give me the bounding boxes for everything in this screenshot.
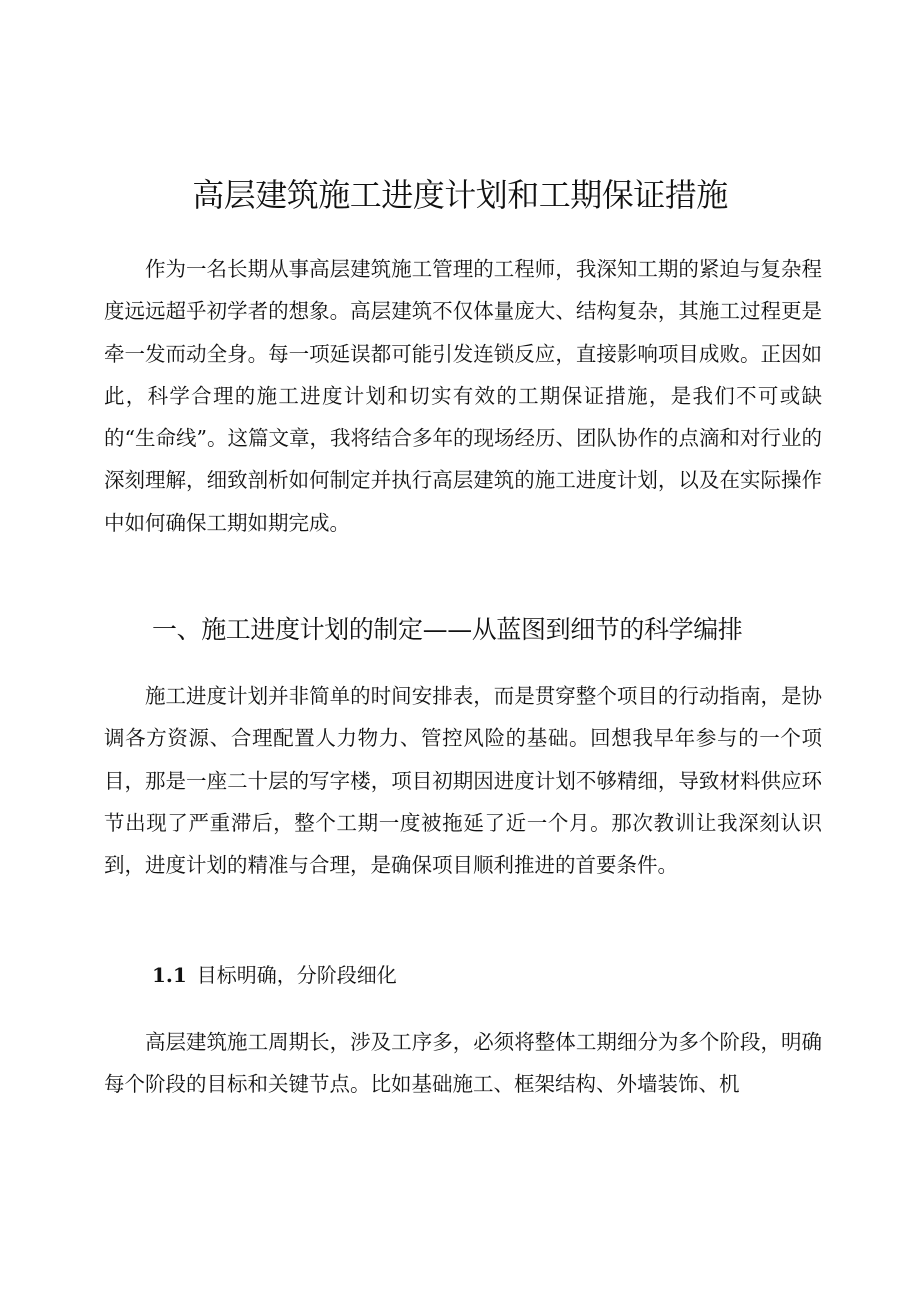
subsection-1-1-number: 1.1 bbox=[152, 963, 187, 987]
section-1-heading: 一、施工进度计划的制定——从蓝图到细节的科学编排 bbox=[152, 615, 743, 644]
document-title: 高层建筑施工进度计划和工期保证措施 bbox=[192, 176, 728, 214]
subsection-1-1-paragraph: 高层建筑施工周期长，涉及工序多，必须将整体工期细分为多个阶段，明确每个阶段的目标和关键节点。比如基础施工、框架结构、外墙装饰、机 bbox=[104, 1030, 822, 1097]
intro-paragraph: 作为一名长期从事高层建筑施工管理的工程师，我深知工期的紧迫与复杂程度远远超乎初学者的想象。高层建筑不仅体量庞大、结构复杂，其施工过程更是牵一发而动全身。每一项延误都可能引发连锁反应，直接影响项目成败。正因如此，科学合理的施工进度计划和切实有效的工期保证措施，是我们不可或缺的“生命线”。这篇文章，我将结合多年的现场经历、团队协作的点滴和对行业的深刻理解，细致剖析如何制定并执行高层建筑的施工进度计划，以及在实际操作中如何确保工期如期完成。 bbox=[104, 257, 822, 535]
subsection-1-1-heading bbox=[152, 955, 752, 995]
subsection-1-1-title: 目标明确，分阶段细化 bbox=[196, 963, 397, 987]
section-1-paragraph: 施工进度计划并非简单的时间安排表，而是贯穿整个项目的行动指南，是协调各方资源、合理配置人力物力、管控风险的基础。回想我早年参与的一个项目，那是一座二十层的写字楼，项目初期因进度计划不够精细，导致材料供应环节出现了严重滞后，整个工期一度被拖延了近一个月。那次教训让我深刻认识到，进度计划的精准与合理，是确保项目顺利推进的首要条件。 bbox=[104, 684, 822, 878]
